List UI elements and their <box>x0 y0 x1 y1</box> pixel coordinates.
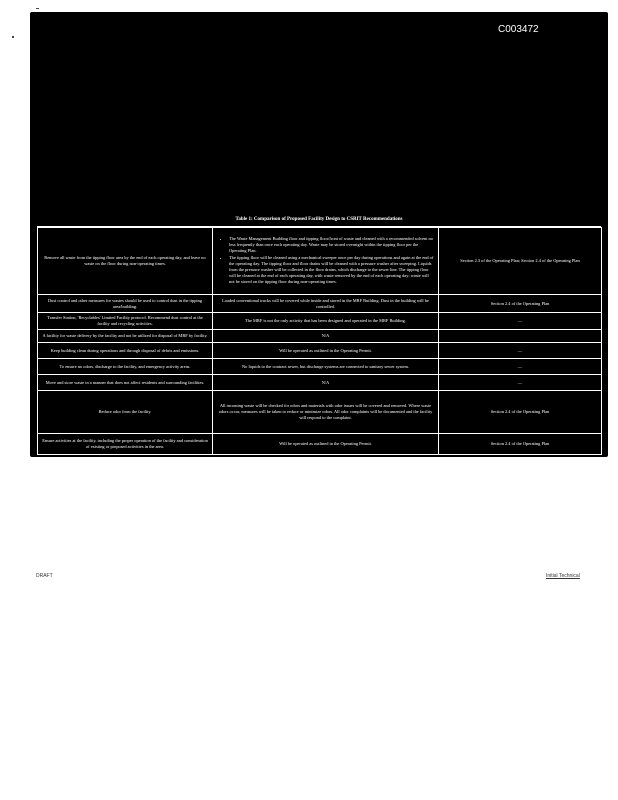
design-cell: N/A <box>213 330 439 343</box>
table-row <box>38 313 602 330</box>
table-row <box>38 434 602 455</box>
footer-right-text: Initial Technical <box>546 573 580 579</box>
reference-cell: — <box>439 313 602 330</box>
reference-cell: Section 2.4 of the Operating Plan <box>439 434 602 455</box>
reference-cell: Section 2.4 of the Operating Plan <box>439 391 602 434</box>
design-list-item: • The Waste Management Building floor and tipping floor/front of waste and cleaned with a recommended solvent no less frequently than once each operating day. Waste may be stored overnight within the tipping floor per the Operating Plan. <box>229 236 434 254</box>
requirement-cell: A facility for waste delivery by the facility and not be utilized for disposal of MRF by facility. <box>38 330 213 343</box>
table-row <box>38 391 602 434</box>
table-row <box>38 228 602 295</box>
design-cell: Loaded conventional trucks will be covered while inside and stored in the MRF Building. Dust in the building will be controlled. <box>213 295 439 313</box>
scan-speck <box>36 8 39 9</box>
design-cell: N/A <box>213 375 439 391</box>
reference-cell: — <box>439 343 602 359</box>
table-row <box>38 375 602 391</box>
design-list-item: • The tipping floor will be cleaned using a mechanical sweeper once per day during operations and again at the end of the operating day. The tipping floor and floor drains will be cleaned with a pressure washer after sweeping. Liquids from the pressure washer will be collected in the floor drains, which discharge to the sewer line. The tipping floor will be cleaned at the end of each operating day, with waste removed by the end of each operating day; waste will not be stored on the tipping floor during non-operating times. <box>229 255 434 285</box>
table-row <box>38 330 602 343</box>
reference-cell: — <box>439 375 602 391</box>
reference-cell: Section 2.4 of the Operating Plan <box>439 295 602 313</box>
requirement-cell: Move and store waste in a manner that does not affect residents and surrounding facilities. <box>38 375 213 391</box>
table-row <box>38 295 602 313</box>
footer-left-text: DRAFT <box>36 573 53 579</box>
table-row <box>38 359 602 375</box>
design-cell: Will be operated as outlined in the Operating Permit. <box>213 434 439 455</box>
requirement-cell: To ensure no odors, discharge to the facility, and emergency activity areas. <box>38 359 213 375</box>
requirement-cell: Keep building clean during operations and through disposal of debris and emissions. <box>38 343 213 359</box>
comparison-table-container <box>37 214 601 455</box>
requirement-cell: Dust control and other measures for wastes should be used to control dust in the tipping area/building. <box>38 295 213 313</box>
reference-cell: — <box>439 359 602 375</box>
reference-cell: Section 2.3 of the Operating Plan; Section 2.4 of the Operating Plan <box>439 228 602 295</box>
design-cell: All incoming waste will be checked for odors and materials with odor issues will be covered and removed. Where waste odors occur, measures will be taken to reduce or minimize odors. All odor complaints will be documented and the facility will respond to the complaint. <box>213 391 439 434</box>
table-row <box>38 343 602 359</box>
table-title: Table 1: Comparison of Proposed Facility Design to CSRIT Recommendations <box>37 214 601 227</box>
requirement-cell: Reduce odor from the facility. <box>38 391 213 434</box>
design-cell: Will be operated as outlined in the Operating Permit. <box>213 343 439 359</box>
design-cell: No liquids to the contract sewer, but discharge systems are connected to sanitary sewer system. <box>213 359 439 375</box>
requirement-cell: Remove all waste from the tipping floor area by the end of each operating day, and leave no waste on the floor during non-operating times. <box>38 228 213 295</box>
design-cell <box>213 228 439 295</box>
design-cell: The MRF is not the only activity that has been designed and operated in the MRF Building. <box>213 313 439 330</box>
requirement-cell: Transfer Station, 'Recyclables' Limited Facility protocol. Recommend dust control at the facility and recycling activities. <box>38 313 213 330</box>
comparison-table <box>37 227 602 455</box>
requirement-cell: Ensure activities at the facility, including the proper operation of the facility and consideration of existing or proposed activities in the area. <box>38 434 213 455</box>
scan-speck <box>12 36 14 38</box>
document-id: C003472 <box>498 24 539 35</box>
reference-cell <box>439 330 602 343</box>
design-list <box>217 236 434 285</box>
